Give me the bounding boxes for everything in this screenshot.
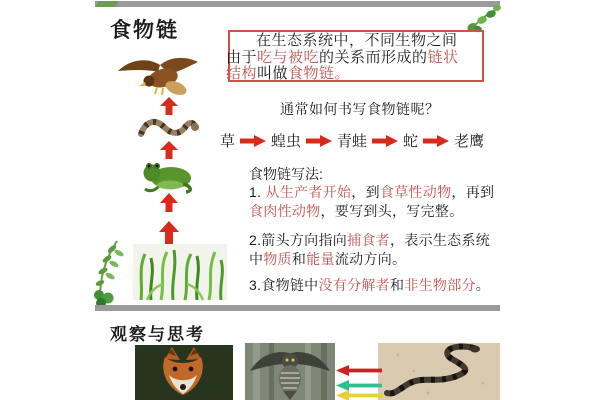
arrow-left-red-icon [336, 365, 382, 376]
top-bar-accent [96, 1, 119, 7]
text-segment: 的关系而形成的 [319, 48, 428, 66]
text-segment: 食物链。 [288, 65, 351, 82]
leaves-icon [462, 5, 502, 33]
chain-item: 蛇 [403, 133, 419, 150]
text-segment: 能量 [306, 251, 335, 267]
rule-line [249, 250, 490, 269]
top-divider-bar [95, 1, 500, 7]
snake-photo-image [378, 343, 500, 400]
text-segment: 3.食物链中 [249, 277, 319, 293]
arrow-right-icon [423, 135, 449, 147]
text-segment: 。 [475, 277, 491, 293]
text-segment: ，到 [351, 184, 380, 200]
arrow-right-icon [372, 135, 398, 147]
text-segment: 没有分解者 [318, 277, 390, 293]
text-segment: 和 [291, 251, 307, 267]
definition-line-1 [226, 33, 486, 50]
definition-line-2 [226, 50, 486, 67]
section-divider-bar [95, 305, 500, 311]
arrow-up-icon [160, 193, 178, 212]
rules-heading: 食物链写法: [249, 166, 323, 182]
text-segment: 链状 [427, 48, 459, 66]
arrow-up-icon [160, 141, 178, 159]
section-title: 观察与思考 [110, 325, 205, 344]
text-segment: 从生产者开始 [265, 184, 352, 200]
text-segment: 和 [389, 277, 405, 293]
grass-image [133, 244, 227, 300]
text-segment: ，表示生态系统 [389, 232, 491, 248]
frog-image [139, 158, 197, 193]
text-segment: 2.箭头方向指向 [249, 232, 348, 248]
question-text: 通常如何书写食物链呢？ [280, 101, 440, 117]
fox-image [135, 345, 233, 400]
page-title: 食物链 [110, 19, 179, 42]
rule-line [249, 231, 490, 250]
text-segment: 非生物部分 [404, 277, 476, 293]
rule-3 [249, 276, 490, 295]
text-segment: 叫做 [257, 65, 289, 82]
text-segment: ，要写到头，写完整。 [320, 203, 464, 219]
snake-image [136, 114, 200, 141]
text-segment: 结构 [226, 65, 258, 82]
example-chain [220, 130, 484, 151]
arrow-up-icon [160, 97, 178, 115]
eagle-image [112, 55, 202, 101]
arrow-right-icon [240, 135, 266, 147]
arrow-up-icon [159, 221, 179, 244]
text-segment: 物质 [263, 251, 292, 267]
definition-text [226, 33, 486, 83]
arrow-right-icon [306, 135, 332, 147]
arrow-left-yellow-icon [336, 390, 382, 400]
text-segment: 食草性动物 [379, 184, 452, 200]
owl-image [245, 343, 335, 400]
chain-item: 蝗虫 [271, 133, 302, 150]
rule-line [249, 202, 494, 221]
text-segment: 1. [249, 184, 266, 200]
text-segment: 由于 [226, 48, 258, 66]
rule-line [249, 183, 494, 202]
chain-item: 青蛙 [337, 133, 368, 150]
text-segment: 吃与被吃 [257, 48, 320, 66]
rule-2 [249, 231, 490, 269]
definition-line-3 [226, 66, 486, 83]
rule-line [249, 276, 490, 295]
chain-item: 老鹰 [454, 133, 485, 150]
text-segment: ，再到 [451, 184, 495, 200]
text-segment: 捕食者 [347, 232, 390, 248]
text-segment: 食肉性动物 [249, 203, 321, 219]
chain-item: 草 [220, 133, 236, 150]
text-segment: 流动方向。 [334, 251, 407, 267]
text-segment: 中 [249, 251, 264, 267]
rule-1 [249, 183, 494, 221]
text-segment: 在生态系统中，不同生物之间 [256, 32, 458, 49]
plant-decoration-icon [85, 239, 133, 307]
